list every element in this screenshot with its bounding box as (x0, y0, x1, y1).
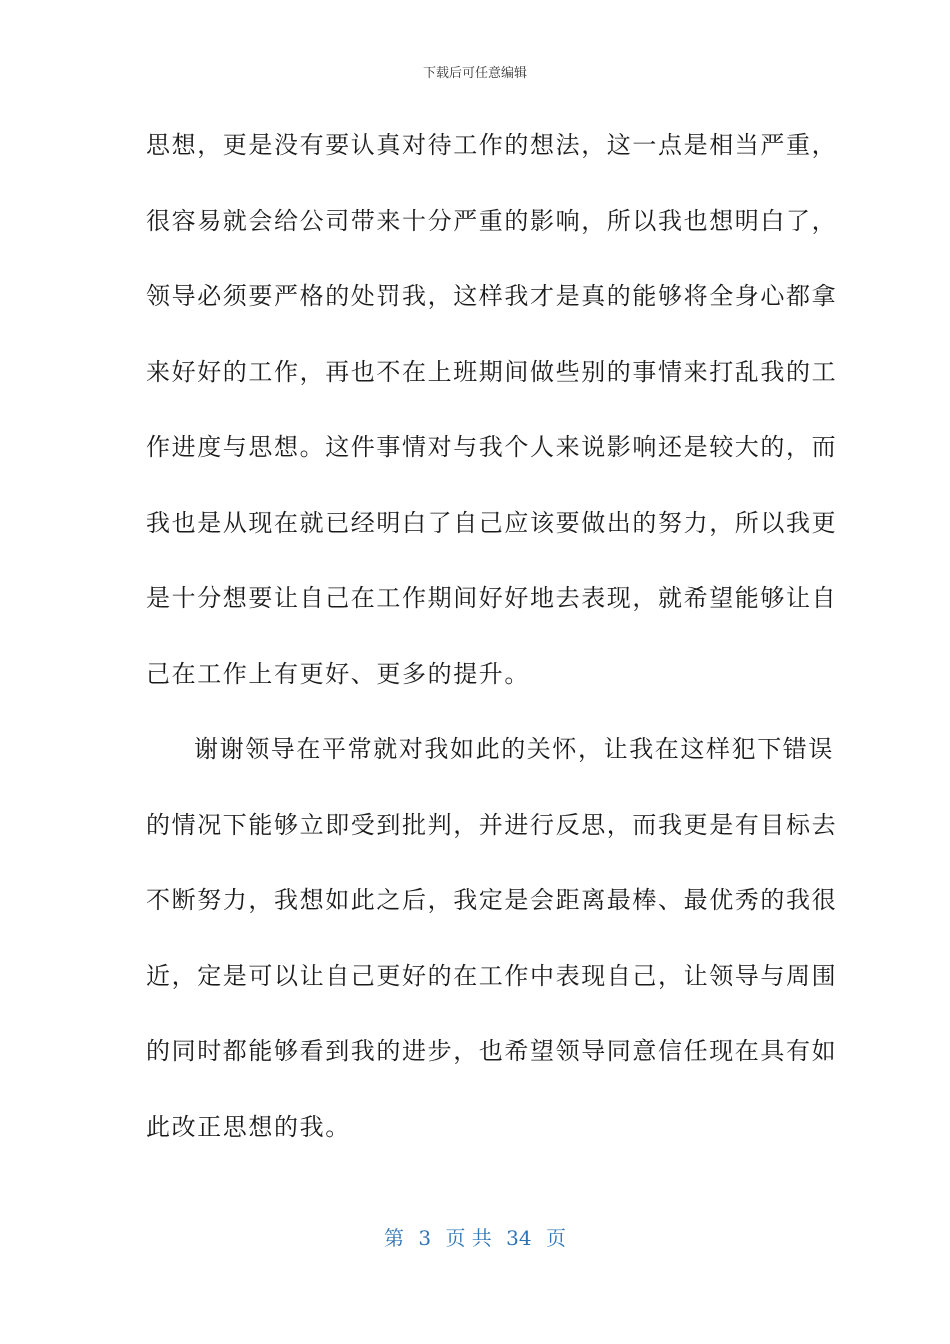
text-line: 的情况下能够立即受到批判，并进行反思，而我更是有目标去 (146, 810, 838, 839)
paragraph-start-line: 谢谢领导在平常就对我如此的关怀，让我在这样犯下错误 (194, 735, 834, 763)
text-line: 作进度与思想。这件事情对与我个人来说影响还是较大的，而 (146, 433, 838, 461)
text-line: 来好好的工作，再也不在上班期间做些别的事情来打乱我的工 (146, 357, 838, 386)
page-footer (0, 1225, 950, 1251)
text-line: 近，定是可以让自己更好的在工作中表现自己，让领导与周围 (146, 961, 838, 990)
text-line: 很容易就会给公司带来十分严重的影响，所以我也想明白了， (146, 206, 838, 235)
text-line: 己在工作上有更好、更多的提升。 (146, 659, 530, 688)
text-line: 是十分想要让自己在工作期间好好地去表现，就希望能够让自 (146, 584, 838, 612)
text-line: 我也是从现在就已经明白了自己应该要做出的努力，所以我更 (146, 508, 838, 537)
text-line: 领导必须要严格的处罚我，这样我才是真的能够将全身心都拿 (146, 282, 838, 310)
page-label-suffix: 页 (545, 1226, 566, 1250)
page-label-mid: 页 共 (445, 1226, 492, 1250)
text-line: 的同时都能够看到我的进步，也希望领导同意信任现在具有如 (146, 1037, 838, 1065)
document-body (146, 125, 838, 1182)
total-pages-number: 34 (506, 1226, 532, 1250)
page-label-prefix: 第 (384, 1226, 404, 1250)
text-line: 思想，更是没有要认真对待工作的想法，这一点是相当严重， (146, 131, 838, 159)
page-header: 下载后可任意编辑 (422, 66, 527, 81)
text-line: 不断努力，我想如此之后，我定是会距离最棒、最优秀的我很 (146, 886, 838, 914)
current-page-number: 3 (418, 1226, 432, 1250)
text-line: 此改正思想的我。 (146, 1112, 351, 1141)
